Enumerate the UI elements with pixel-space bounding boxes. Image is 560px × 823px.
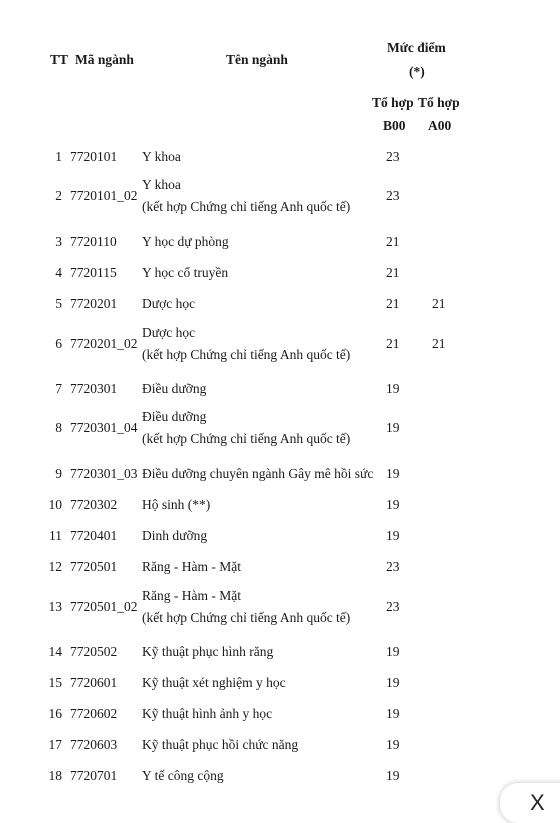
row-number: 5: [55, 296, 62, 311]
major-name: Điều dưỡng chuyên ngành Gây mê hồi sức: [142, 466, 374, 481]
header-stt: TT: [50, 52, 69, 67]
header-a00: A00: [428, 118, 452, 133]
row-number: 18: [48, 768, 62, 783]
score-b00: 21: [386, 234, 400, 249]
major-name: Răng - Hàm - Mặt: [142, 559, 241, 574]
row-number: 9: [55, 466, 62, 481]
major-name: Y học cổ truyền: [142, 265, 229, 280]
major-code: 7720501_02: [70, 599, 138, 614]
major-code: 7720101: [70, 149, 118, 164]
score-b00: 23: [386, 599, 400, 614]
row-number: 11: [49, 528, 62, 543]
score-b00: 19: [386, 497, 400, 512]
major-code: 7720701: [70, 768, 118, 783]
row-number: 14: [48, 644, 62, 659]
row-number: 12: [48, 559, 62, 574]
close-icon[interactable]: X: [530, 790, 545, 815]
major-name: Dinh dưỡng: [142, 528, 208, 543]
score-b00: 19: [386, 737, 400, 752]
score-b00: 19: [386, 381, 400, 396]
score-b00: 19: [386, 706, 400, 721]
major-name: Y học dự phòng: [142, 234, 229, 249]
major-name: Kỹ thuật hình ảnh y học: [142, 706, 273, 721]
row-number: 13: [48, 599, 62, 614]
major-name: Điều dưỡng: [142, 381, 207, 396]
header-score-note: (*): [409, 64, 425, 79]
row-number: 4: [55, 265, 62, 280]
score-b00: 19: [386, 644, 400, 659]
major-code: 7720201_02: [70, 336, 138, 351]
header-score: Mức điểm: [387, 40, 446, 55]
major-code: 7720301_03: [70, 466, 138, 481]
score-b00: 19: [386, 528, 400, 543]
major-name: Răng - Hàm - Mặt: [142, 588, 241, 603]
header-code: Mã ngành: [75, 52, 134, 67]
score-a00: 21: [432, 336, 446, 351]
row-number: 7: [55, 381, 62, 396]
major-code: 7720302: [70, 497, 118, 512]
major-name: Dược học: [142, 325, 196, 340]
header-combo-b00-label: Tổ hợp: [372, 95, 414, 110]
major-name: Dược học: [142, 296, 196, 311]
score-b00: 21: [386, 336, 400, 351]
score-b00: 19: [386, 768, 400, 783]
score-b00: 23: [386, 559, 400, 574]
score-b00: 23: [386, 188, 400, 203]
major-code: 7720201: [70, 296, 118, 311]
score-b00: 19: [386, 466, 400, 481]
header-combo-a00-label: Tổ hợp: [418, 95, 460, 110]
major-code: 7720110: [70, 234, 117, 249]
major-code: 7720603: [70, 737, 118, 752]
major-name-note: (kết hợp Chứng chỉ tiếng Anh quốc tế): [142, 431, 351, 446]
major-name-note: (kết hợp Chứng chỉ tiếng Anh quốc tế): [142, 199, 351, 214]
major-name: Hộ sinh (**): [142, 497, 211, 512]
row-number: 3: [55, 234, 62, 249]
major-code: 7720115: [70, 265, 117, 280]
major-code: 7720101_02: [70, 188, 138, 203]
row-number: 16: [48, 706, 62, 721]
major-name: Y khoa: [142, 149, 181, 164]
major-name: Y khoa: [142, 177, 181, 192]
major-name: Y tế công cộng: [142, 768, 224, 783]
major-name-note: (kết hợp Chứng chỉ tiếng Anh quốc tế): [142, 347, 351, 362]
header-b00: B00: [383, 118, 406, 133]
major-name: Điều dưỡng: [142, 409, 207, 424]
row-number: 6: [55, 336, 62, 351]
score-b00: 19: [386, 420, 400, 435]
major-name-note: (kết hợp Chứng chỉ tiếng Anh quốc tế): [142, 610, 351, 625]
row-number: 1: [55, 149, 62, 164]
row-number: 17: [48, 737, 62, 752]
major-code: 7720301: [70, 381, 118, 396]
score-b00: 23: [386, 149, 400, 164]
header-name: Tên ngành: [226, 52, 288, 67]
score-b00: 21: [386, 296, 400, 311]
major-name: Kỹ thuật phục hồi chức năng: [142, 737, 299, 752]
score-b00: 21: [386, 265, 400, 280]
score-b00: 19: [386, 675, 400, 690]
row-number: 8: [55, 420, 62, 435]
row-number: 10: [48, 497, 62, 512]
major-code: 7720301_04: [70, 420, 138, 435]
major-code: 7720602: [70, 706, 118, 721]
major-code: 7720601: [70, 675, 118, 690]
major-name: Kỹ thuật phục hình răng: [142, 644, 274, 659]
major-code: 7720401: [70, 528, 118, 543]
row-number: 15: [48, 675, 62, 690]
major-name: Kỹ thuật xét nghiệm y học: [142, 675, 286, 690]
major-code: 7720502: [70, 644, 118, 659]
score-a00: 21: [432, 296, 446, 311]
row-number: 2: [55, 188, 62, 203]
major-code: 7720501: [70, 559, 118, 574]
